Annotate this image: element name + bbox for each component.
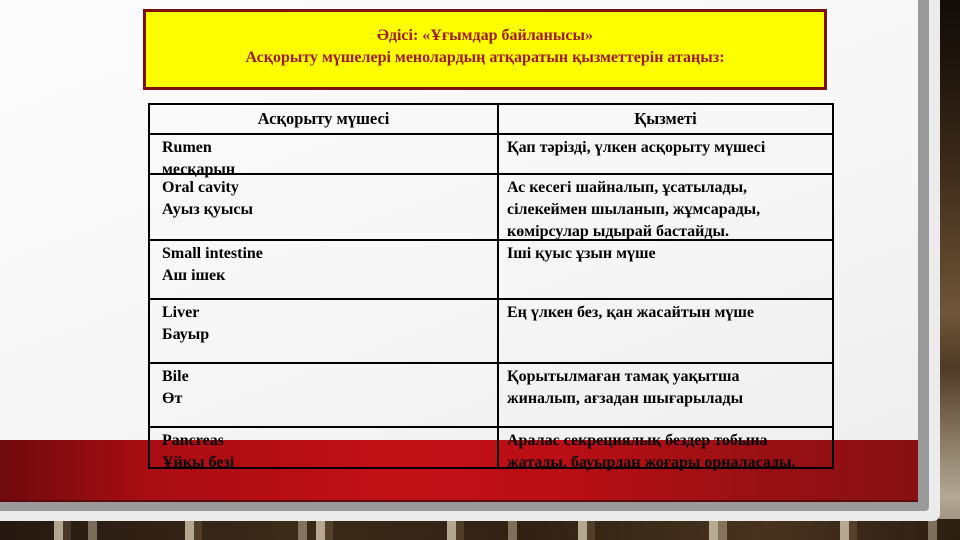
function-line: Қап тәрізді, үлкен асқорыту мүшесі <box>507 139 766 156</box>
function-line: Ас кесегі шайналып, ұсатылады, <box>507 179 748 196</box>
organ-name-latin: Bile <box>162 368 189 385</box>
organ-name-kazakh: Аш ішек <box>162 267 226 284</box>
organ-cell <box>150 428 499 471</box>
function-line: көмірсулар ыдырай бастайды. <box>507 223 729 240</box>
function-line: Аралас секрециялық бездер тобына <box>507 432 768 449</box>
function-line: жиналып, ағзадан шығарылады <box>507 390 744 407</box>
function-cell <box>499 364 832 426</box>
title-line-2: Асқорыту мүшелері менолардың атқаратын қызметтерін атаңыз: <box>245 49 725 66</box>
organ-name-kazakh: Ауыз қуысы <box>162 201 253 218</box>
organ-cell <box>150 175 499 239</box>
table-row-pancreas <box>150 426 832 471</box>
organ-cell <box>150 364 499 426</box>
table-row-bile <box>150 362 832 426</box>
function-cell <box>499 135 832 173</box>
table-row-rumen <box>150 133 832 178</box>
organ-cell <box>150 300 499 362</box>
table-row-oral-cavity <box>150 173 832 239</box>
column-header-function: Қызметі <box>634 109 697 128</box>
function-cell <box>499 241 832 298</box>
title-box <box>143 9 827 90</box>
function-line: жатады, бауырдан жоғары орналасады. <box>507 454 796 471</box>
table-header-row <box>150 105 832 133</box>
table-row-small-intestine <box>150 239 832 298</box>
function-line: Қорытылмаған тамақ уақытша <box>507 368 740 385</box>
brick-wall-background-right <box>939 0 960 540</box>
title-line-1: Әдісі: «Ұғымдар байланысы» <box>377 27 593 44</box>
organ-name-latin: Small intestine <box>162 245 263 262</box>
function-line: Ең үлкен без, қан жасайтын мүше <box>507 304 754 321</box>
organ-name-kazakh: месқарын <box>162 161 236 178</box>
organ-cell <box>150 135 499 178</box>
organ-name-kazakh: Ұйқы безі <box>162 454 235 471</box>
organ-cell <box>150 241 499 298</box>
column-header-organ: Асқорыту мүшесі <box>150 105 499 133</box>
organ-name-latin: Rumen <box>162 139 212 156</box>
brick-wall-background-bottom <box>0 519 960 540</box>
organs-table <box>148 103 834 469</box>
function-cell <box>499 428 832 471</box>
organ-name-kazakh: Бауыр <box>162 326 210 343</box>
function-line: Іші қуыс ұзын мүше <box>507 245 656 262</box>
function-line: сілекеймен шыланып, жұмсарады, <box>507 201 761 218</box>
table-row-liver <box>150 298 832 362</box>
organ-name-latin: Liver <box>162 304 200 321</box>
organ-name-kazakh: Өт <box>162 390 183 407</box>
function-cell <box>499 300 832 362</box>
organ-name-latin: Oral cavity <box>162 179 239 196</box>
function-cell <box>499 175 832 239</box>
organ-name-latin: Pancreas <box>162 432 224 449</box>
